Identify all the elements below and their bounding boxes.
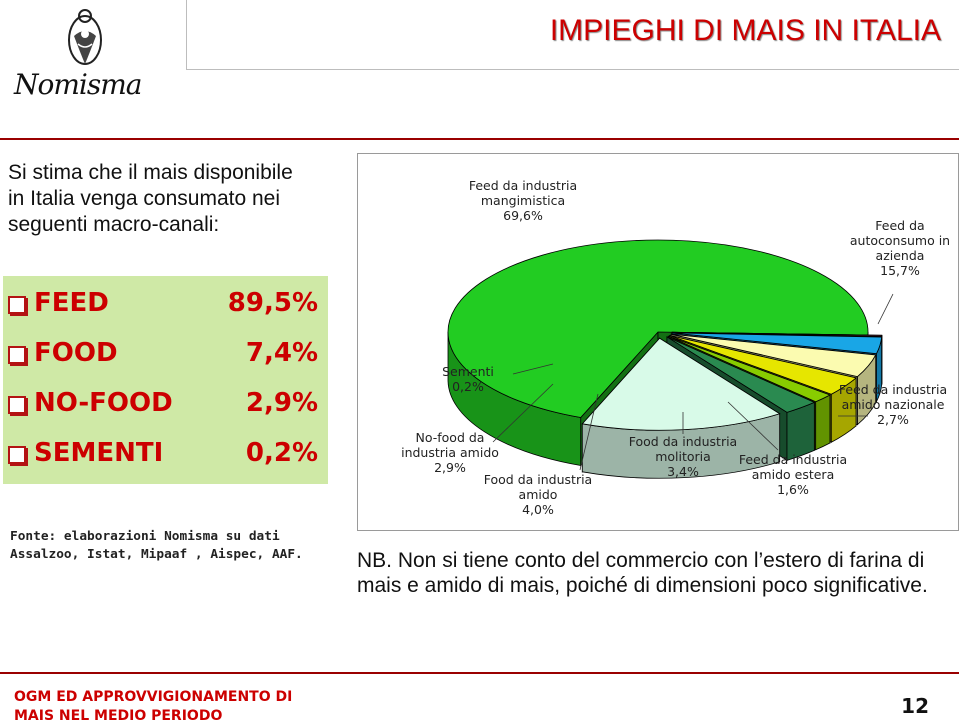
page-number: 12 [901,694,929,718]
slice-label: Food da industria molitoria 3,4% [628,434,738,479]
channel-row-feed [8,288,318,328]
slice-label: No-food da industria amido 2,9% [401,430,499,475]
leader-line [878,294,893,324]
page-title: IMPIEGHI DI MAIS IN ITALIA [549,14,941,47]
checkbox-icon [8,346,26,364]
slice-label: Feed da industria amido estera 1,6% [738,452,848,497]
channel-label: FEED [34,288,109,318]
channel-row-sementi [8,438,318,478]
emblem-icon [60,6,110,72]
slice-label: Food da industria amido 4,0% [483,472,593,517]
logo-wordmark: Nomisma [14,68,142,101]
footer-line-1: OGM ED APPROVVIGIONAMENTO DI [14,689,293,705]
channel-value: 0,2% [245,438,318,468]
divider-top [0,138,959,140]
slice-label: Feed da autoconsumo in azienda 15,7% [849,218,951,278]
checkbox-icon [8,446,26,464]
title-box [186,0,959,70]
checkbox-icon [8,396,26,414]
channel-label: FOOD [34,338,118,368]
slice-label: Sementi 0,2% [442,364,494,394]
footer-title [14,688,292,723]
slice-label: Feed da industria mangimistica 69,6% [468,178,578,223]
channel-row-no-food [8,388,318,428]
channel-value: 7,4% [245,338,318,368]
intro-text: Si stima che il mais disponibile in Italia venga consumato nei seguenti macro-canali: [8,161,293,236]
channel-label: SEMENTI [34,438,164,468]
nb-note: NB. Non si tiene conto del commercio con l’estero di farina di mais e amido di mais, poiché di dimensioni poco significative. [357,549,928,597]
channel-value: 2,9% [245,388,318,418]
footer-line-2: MAIS NEL MEDIO PERIODO [14,708,223,723]
pie-chart-svg [358,154,958,530]
source-note: Fonte: elaborazioni Nomisma su dati Assalzoo, Istat, Mipaaf , Aispec, AAF. [10,529,303,562]
nomisma-logo [14,6,154,106]
channel-value: 89,5% [227,288,318,318]
pie-slice-rim [816,395,830,450]
checkbox-icon [8,296,26,314]
channel-row-food [8,338,318,378]
divider-bottom [0,672,959,674]
slice-label: Feed da industria amido nazionale 2,7% [838,382,948,427]
channel-label: NO-FOOD [34,388,173,418]
pie-chart [357,153,959,531]
